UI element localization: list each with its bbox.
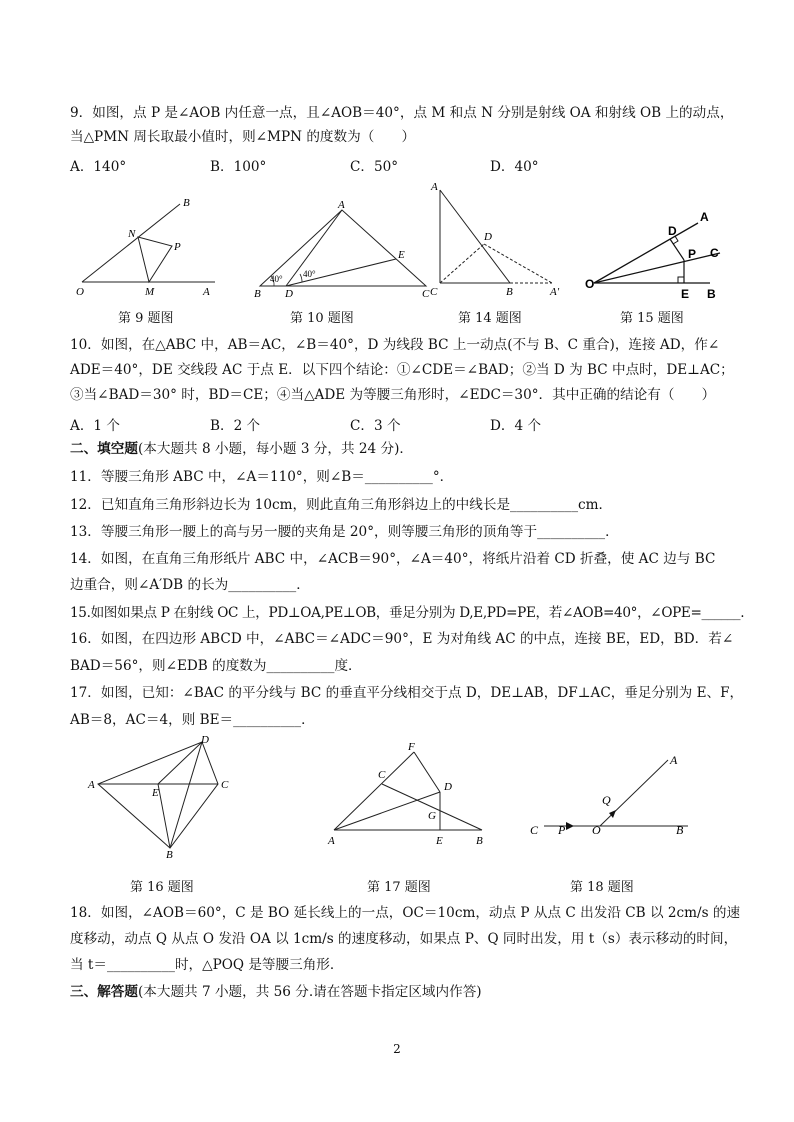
fig10-label-e: E xyxy=(398,249,405,261)
fig18-label-p: P xyxy=(558,823,566,837)
q11: 11．等腰三角形 ABC 中，∠A＝110°，则∠B＝__________°． xyxy=(70,469,454,485)
figure-17 xyxy=(322,738,494,850)
q16-line2: BAD＝56°，则∠EDB 的度数为__________度． xyxy=(70,658,362,674)
fig10-label-a: A xyxy=(338,199,345,211)
section-3-desc: (本大题共 7 小题，共 56 分.请在答题卡指定区域内作答) xyxy=(137,984,482,1000)
q14-line2: 边重合，则∠A′DB 的长为__________． xyxy=(70,577,310,593)
section-2-desc: (本大题共 8 小题，每小题 3 分，共 24 分)． xyxy=(137,441,414,457)
fig18-label-c: C xyxy=(530,823,539,837)
q10-line1: 10．如图，在△ABC 中，AB＝AC，∠B＝40°，D 为线段 BC 上一动点(不与 B、C 重合)，连接 AD，作∠ xyxy=(70,337,720,353)
q9-option-c: C．50° xyxy=(350,159,399,175)
figure-16 xyxy=(84,732,244,860)
fig10-angle-b: 40° xyxy=(270,274,283,284)
fig15-label-c: C xyxy=(710,246,719,260)
fig14-label-d: D xyxy=(484,231,492,243)
fig15-label-p: P xyxy=(688,247,697,261)
fig16-label-a: A xyxy=(88,779,95,791)
section-2-heading xyxy=(70,440,730,458)
fig9-label-o: O xyxy=(76,286,84,298)
fig15-label-d: D xyxy=(668,224,677,238)
fig17-label-e: E xyxy=(436,835,443,847)
fig18-label-q: Q xyxy=(602,793,611,807)
fig10-label-d: D xyxy=(285,288,293,300)
figure-9 xyxy=(70,192,220,302)
q12: 12．已知直角三角形斜边长为 10cm，则此直角三角形斜边上的中线长是__________cm． xyxy=(70,497,613,513)
fig9-label-a: A xyxy=(203,286,210,298)
fig9-label-n: N xyxy=(128,228,136,240)
q15: 15.如图如果点 P 在射线 OC 上，PD⊥OA,PE⊥OB，垂足分别为 D,E,PD=PE，若∠AOB=40°，∠OPE=______. xyxy=(70,605,745,621)
fig14-label-a: A xyxy=(431,181,438,193)
q14-line1: 14．如图，在直角三角形纸片 ABC 中，∠ACB＝90°，∠A＝40°，将纸片沿着 CD 折叠，使 AC 边与 BC xyxy=(70,551,716,567)
fig15-label-o: O xyxy=(585,277,595,291)
fig10-angle-d: 40° xyxy=(303,269,316,279)
figure-18 xyxy=(520,752,700,844)
fig17-label-f: F xyxy=(408,741,415,753)
figure-10 xyxy=(248,198,438,303)
figure-18-caption: 第 18 题图 xyxy=(570,880,634,895)
figure-14-caption: 第 14 题图 xyxy=(458,311,522,326)
section-3-title: 三、解答题 xyxy=(70,984,138,1000)
section-3-heading xyxy=(70,983,730,1001)
figure-15 xyxy=(580,205,730,300)
fig17-label-b: B xyxy=(476,835,483,847)
fig18-label-a: A xyxy=(670,753,678,767)
fig9-label-p: P xyxy=(174,241,181,253)
q9-line2: 当△PMN 周长取最小值时，则∠MPN 的度数为（ ） xyxy=(70,129,416,145)
q10-option-a: A．1 个 xyxy=(70,418,120,434)
fig16-label-b: B xyxy=(166,849,173,860)
q17-line1: 17．如图，已知：∠BAC 的平分线与 BC 的垂直平分线相交于点 D，DE⊥AB，DF⊥AC，垂足分别为 E、F， xyxy=(70,685,744,701)
q10-option-b: B．2 个 xyxy=(210,418,261,434)
section-2-title: 二、填空题 xyxy=(70,441,138,457)
figure-17-caption: 第 17 题图 xyxy=(367,880,431,895)
q10-option-d: D．4 个 xyxy=(490,418,542,434)
q9-option-a: A．140° xyxy=(70,159,127,175)
q18-line3: 当 t＝__________时，△POQ 是等腰三角形． xyxy=(70,957,344,973)
figure-14 xyxy=(424,178,574,303)
fig17-label-c: C xyxy=(378,769,386,781)
fig9-label-m: M xyxy=(145,286,155,298)
q10-line2: ADE＝40°，DE 交线段 AC 于点 E．以下四个结论：①∠CDE＝∠BAD；②当 D 为 BC 中点时，DE⊥AC； xyxy=(70,362,734,378)
q17-line2: AB＝8，AC＝4，则 BE＝__________． xyxy=(70,712,315,728)
q18-line2: 度移动，动点 Q 从点 O 发沿 OA 以 1cm/s 的速度移动，如果点 P、Q 同时出发，用 t（s）表示移动的时间， xyxy=(70,931,738,947)
q10-option-c: C．3 个 xyxy=(350,418,401,434)
figure-9-caption: 第 9 题图 xyxy=(118,311,174,326)
fig10-label-c: C xyxy=(422,288,430,300)
fig15-label-e: E xyxy=(681,287,690,300)
fig16-label-e: E xyxy=(152,787,159,799)
fig14-label-c: C xyxy=(430,286,438,298)
fig18-label-o: O xyxy=(592,823,601,837)
fig17-label-d: D xyxy=(444,781,452,793)
fig15-label-a: A xyxy=(700,210,709,224)
figure-16-caption: 第 16 题图 xyxy=(130,880,194,895)
q13: 13．等腰三角形一腰上的高与另一腰的夹角是 20°，则等腰三角形的顶角等于__________． xyxy=(70,524,619,540)
fig18-label-b: B xyxy=(676,823,684,837)
q10-line3: ③当∠BAD＝30° 时，BD＝CE；④当△ADE 为等腰三角形时，∠EDC＝30°．其中正确的结论有（ ） xyxy=(70,387,716,403)
q18-line1: 18．如图，∠AOB＝60°，C 是 BO 延长线上的一点，OC＝10cm，动点 P 从点 C 出发沿 CB 以 2cm/s 的速 xyxy=(70,905,741,921)
fig16-label-c: C xyxy=(221,779,229,791)
figure-15-caption: 第 15 题图 xyxy=(620,311,684,326)
fig15-label-b: B xyxy=(707,287,716,300)
fig10-label-b: B xyxy=(254,288,261,300)
q16-line1: 16．如图，在四边形 ABCD 中，∠ABC＝∠ADC＝90°，E 为对角线 AC 的中点，连接 BE，ED，BD．若∠ xyxy=(70,631,734,647)
fig14-label-a-prime: A′ xyxy=(550,286,560,298)
fig14-label-b: B xyxy=(506,286,513,298)
fig16-label-d: D xyxy=(201,734,209,746)
figure-10-caption: 第 10 题图 xyxy=(290,311,354,326)
page-number: 2 xyxy=(393,1042,401,1056)
fig17-label-a: A xyxy=(328,835,335,847)
fig9-label-b: B xyxy=(183,197,190,209)
q9-line1: 9．如图，点 P 是∠AOB 内任意一点，且∠AOB＝40°，点 M 和点 N 分别是射线 OA 和射线 OB 上的动点， xyxy=(70,105,734,121)
q9-option-d: D．40° xyxy=(490,159,539,175)
fig17-label-g: G xyxy=(428,810,436,822)
q9-option-b: B．100° xyxy=(210,159,267,175)
